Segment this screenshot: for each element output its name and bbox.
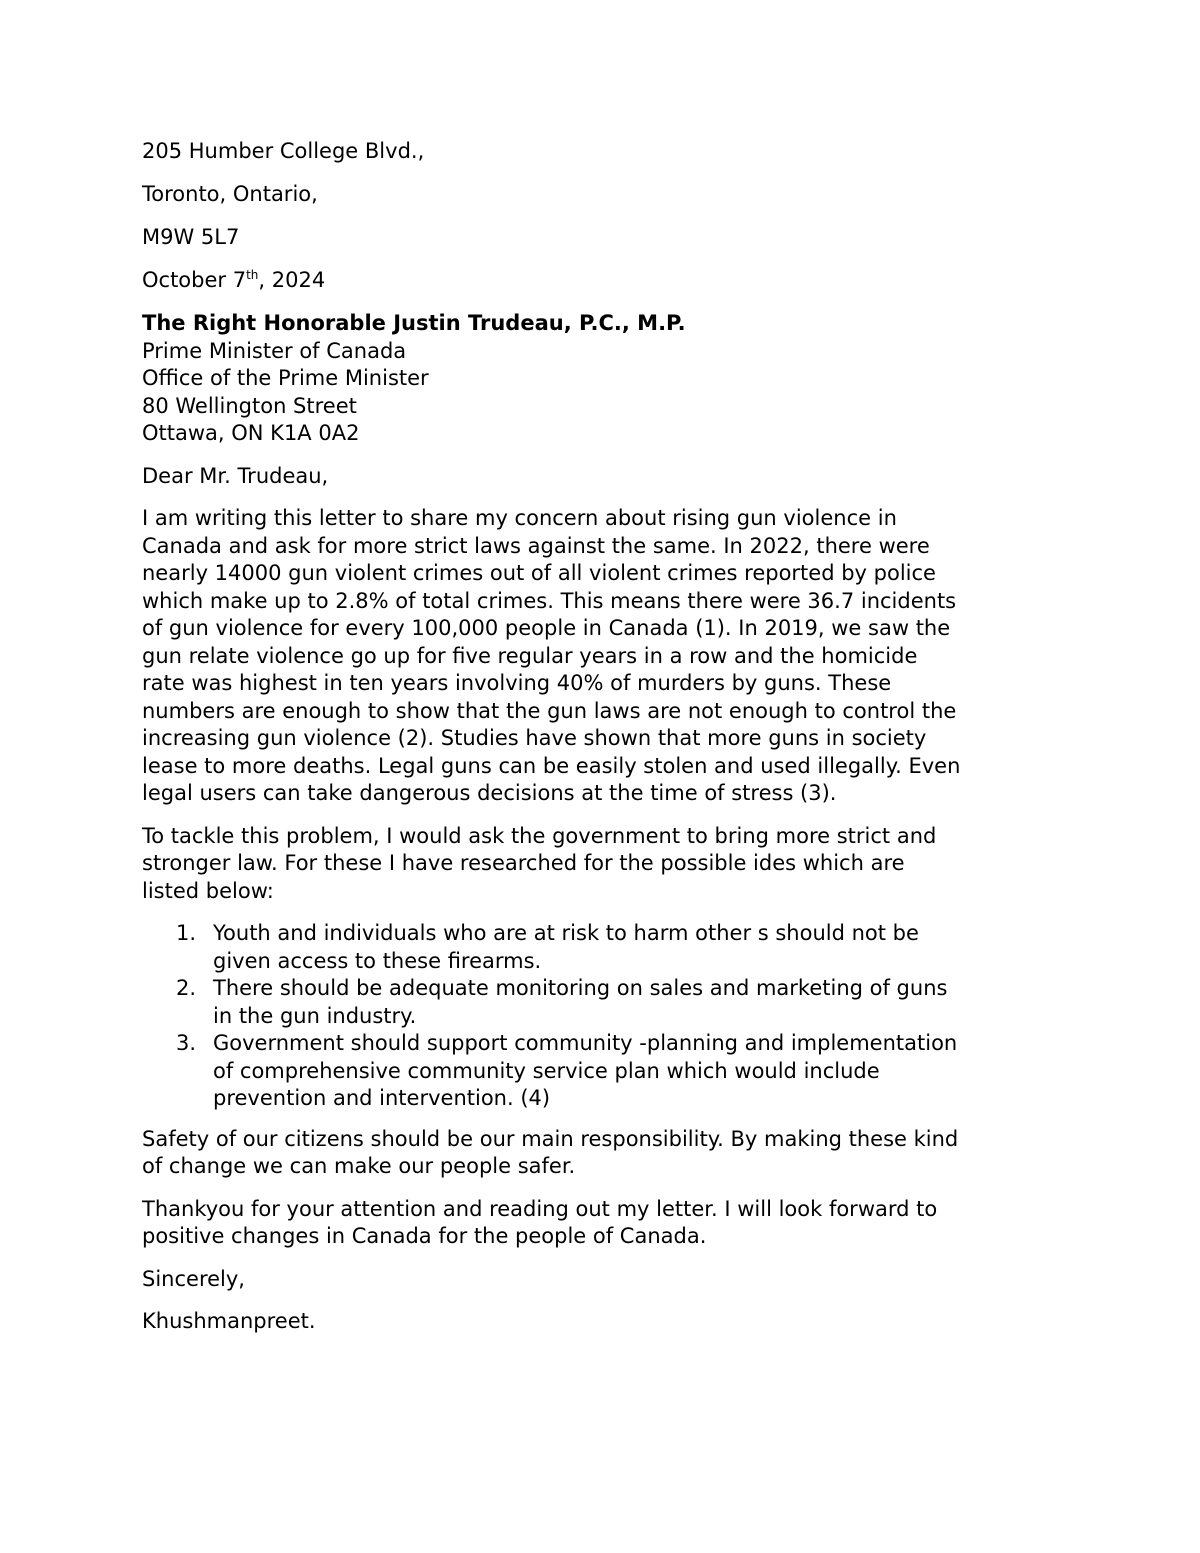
recipient-title: Prime Minister of Canada bbox=[142, 338, 407, 363]
paragraph-line: listed below: bbox=[142, 878, 274, 903]
body-paragraph-1 bbox=[142, 505, 1072, 808]
list-item-line: prevention and intervention. (4) bbox=[213, 1086, 551, 1110]
sender-street: 205 Humber College Blvd., bbox=[142, 139, 425, 163]
salutation: Dear Mr. Trudeau, bbox=[142, 463, 329, 488]
list-item-line: in the gun industry. bbox=[213, 1003, 417, 1028]
paragraph-line: legal users can take dangerous decisions at the time of stress (3). bbox=[142, 781, 837, 805]
date-month-day: October 7 bbox=[142, 268, 247, 292]
paragraph-line: To tackle this problem, I would ask the government to bring more strict and bbox=[142, 823, 937, 848]
paragraph-line: Safety of our citizens should be our main responsibility. By making these kind bbox=[142, 1126, 959, 1151]
recipient-city: Ottawa, ON K1A 0A2 bbox=[142, 421, 360, 445]
paragraph-line: Thankyou for your attention and reading out my letter. I will look forward to bbox=[142, 1196, 938, 1221]
list-item-line: of comprehensive community service plan which would include bbox=[213, 1058, 880, 1083]
paragraph-line: stronger law. For these I have researched for the possible ides which are bbox=[142, 851, 905, 875]
recipient-name: The Right Honorable Justin Trudeau, P.C., M.P. bbox=[142, 311, 686, 335]
recipient-street: 80 Wellington Street bbox=[142, 393, 357, 418]
paragraph-line: of gun violence for every 100,000 people in Canada (1). In 2019, we saw the bbox=[142, 616, 951, 640]
paragraph-line: I am writing this letter to share my concern about rising gun violence in bbox=[142, 506, 897, 530]
paragraph-line: Canada and ask for more strict laws against the same. In 2022, there were bbox=[142, 533, 930, 558]
recipient-office: Office of the Prime Minister bbox=[142, 366, 429, 390]
ideas-list bbox=[142, 920, 1072, 1113]
date-year: , 2024 bbox=[258, 268, 326, 292]
list-item bbox=[142, 920, 1072, 975]
letter-date bbox=[142, 267, 1072, 295]
paragraph-line: numbers are enough to show that the gun laws are not enough to control the bbox=[142, 698, 957, 723]
paragraph-line: gun relate violence go up for five regular years in a row and the homicide bbox=[142, 643, 918, 668]
paragraph-line: lease to more deaths. Legal guns can be easily stolen and used illegally. Even bbox=[142, 753, 961, 778]
paragraph-line: of change we can make our people safer. bbox=[142, 1154, 576, 1178]
paragraph-line: which make up to 2.8% of total crimes. This means there were 36.7 incidents bbox=[142, 588, 957, 613]
list-number: 2. bbox=[176, 976, 197, 1000]
list-item-line: Youth and individuals who are at risk to harm other s should not be bbox=[213, 921, 919, 945]
list-item-line: There should be adequate monitoring on sales and marketing of guns bbox=[213, 976, 948, 1000]
list-item-line: Government should support community -planning and implementation bbox=[213, 1031, 958, 1055]
sender-city: Toronto, Ontario, bbox=[142, 182, 318, 206]
date-suffix: th bbox=[246, 268, 259, 282]
list-item bbox=[142, 975, 1072, 1030]
letter-page bbox=[142, 138, 1072, 1351]
paragraph-line: nearly 14000 gun violent crimes out of all violent crimes reported by police bbox=[142, 561, 936, 585]
closing: Sincerely, bbox=[142, 1266, 245, 1291]
signature: Khushmanpreet. bbox=[142, 1309, 316, 1333]
list-number: 3. bbox=[176, 1031, 197, 1055]
paragraph-line: rate was highest in ten years involving 40% of murders by guns. These bbox=[142, 671, 892, 695]
list-item bbox=[142, 1030, 1072, 1113]
sender-postal: M9W 5L7 bbox=[142, 225, 240, 249]
body-paragraph-3 bbox=[142, 1126, 1072, 1181]
paragraph-line: positive changes in Canada for the people of Canada. bbox=[142, 1224, 707, 1248]
list-number: 1. bbox=[176, 921, 197, 945]
recipient-block bbox=[142, 310, 1072, 448]
list-item-line: given access to these firearms. bbox=[213, 948, 542, 973]
paragraph-line: increasing gun violence (2). Studies have shown that more guns in society bbox=[142, 726, 927, 750]
body-paragraph-2 bbox=[142, 823, 1072, 906]
body-paragraph-4 bbox=[142, 1196, 1072, 1251]
